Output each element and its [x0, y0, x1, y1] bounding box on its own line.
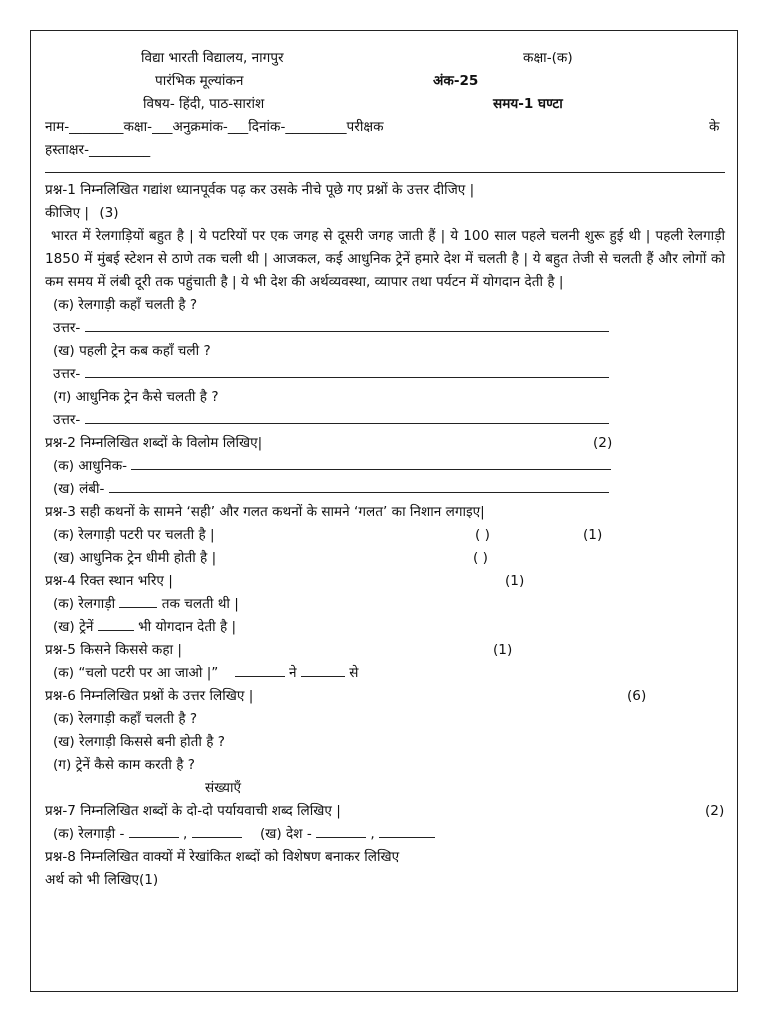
q1-answer-b: [45, 363, 725, 386]
q2-item-a-text: आधुनिक-: [78, 458, 128, 474]
q3-item-a: [45, 524, 725, 547]
header-line-2: [45, 70, 725, 93]
reading-passage: भारत में रेलगाड़ियों बहुत है | ये पटरियों पर एक जगह से दूसरी जगह जाती हैं | ये 100 साल पहले चलनी शुरू हुई थी | पहली रेलगाड़ी 1850 में मुंबई स्टेशन से ठाणे तक चली थी | आजकल, कई आधुनिक ट्रेनें हमारे देश में चलती है | ये बहुत तेजी से चलती हैं और लोगों को कम समय में लंबी दूरी तक पहुंचाती है | ये भी देश की अर्थव्यवस्था, व्यापार तथा पर्यटन में योगदान देती है |: [45, 228, 725, 290]
student-fields: नाम-________कक्षा-___अनुक्रमांक-___दिनांक-_________परीक्षक: [45, 119, 384, 135]
fill-blank[interactable]: [129, 823, 179, 838]
q1-item-a-label: (क): [53, 297, 75, 313]
exam-sheet: [30, 30, 738, 992]
answer-box[interactable]: ( ): [475, 527, 490, 543]
question-2-text: प्रश्न-2 निम्नलिखित शब्दों के विलोम लिखिए|: [45, 435, 263, 451]
q6-item-a: [45, 708, 725, 731]
question-1-cont: [45, 202, 725, 225]
q5-quote: “चलो पटरी पर आ जाओ |”: [78, 665, 219, 681]
fill-blank[interactable]: [301, 662, 345, 677]
q5-item-a: [45, 662, 725, 685]
question-5: [45, 639, 725, 662]
header-line-1: [45, 47, 725, 70]
q6-item-a-text: रेलगाड़ी कहाँ चलती है ?: [78, 711, 198, 727]
question-8: [45, 846, 725, 869]
question-2: [45, 432, 725, 455]
q5-mid: ने: [289, 665, 297, 681]
header-line-4: [45, 116, 725, 139]
question-1-text: प्रश्न-1 निम्नलिखित गद्यांश ध्यानपूर्वक पढ़ कर उसके नीचे पूछे गए प्रश्नों के उत्तर दीजिए |: [45, 182, 475, 198]
question-7-marks: (2): [705, 803, 725, 819]
question-6-text: प्रश्न-6 निम्नलिखित प्रश्नों के उत्तर लिखिए |: [45, 688, 254, 704]
fill-blank[interactable]: [235, 662, 285, 677]
question-4-text: प्रश्न-4 रिक्त स्थान भरिए |: [45, 573, 173, 589]
q1-item-b-text: पहली ट्रेन कब कहाँ चली ?: [79, 343, 211, 359]
q6-item-a-label: (क): [53, 711, 75, 727]
question-7-text: प्रश्न-7 निम्नलिखित शब्दों के दो-दो पर्यायवाची शब्द लिखिए |: [45, 803, 341, 819]
q1-item-c: [45, 386, 725, 409]
question-1-marks: (3): [99, 205, 119, 221]
q6-item-c-label: (ग): [53, 757, 72, 773]
question-8-marks: (1): [138, 872, 159, 888]
q2-item-a: [45, 455, 725, 478]
answer-line[interactable]: [109, 478, 609, 493]
question-5-text: प्रश्न-5 किसने किससे कहा |: [45, 642, 182, 658]
answer-label: उत्तर-: [53, 366, 81, 382]
fill-blank[interactable]: [98, 616, 134, 631]
question-2-marks: (2): [593, 435, 613, 451]
q3-item-b: [45, 547, 725, 570]
total-marks: अंक-25: [433, 73, 479, 89]
q7-b-label: (ख): [259, 826, 282, 842]
q4-item-b-post: भी योगदान देती है |: [138, 619, 237, 635]
question-1: [45, 179, 725, 202]
q7-b-text: देश -: [286, 826, 312, 842]
q3-item-a-label: (क): [53, 527, 75, 543]
question-8-text-cont: अर्थ को भी लिखिए: [45, 872, 139, 888]
question-6-marks: (6): [627, 688, 647, 704]
answer-label: उत्तर-: [53, 320, 81, 336]
answer-line[interactable]: [131, 455, 611, 470]
fill-blank[interactable]: [379, 823, 435, 838]
subject: विषय- हिंदी, पाठ-सारांश: [143, 96, 265, 112]
q2-item-b-text: लंबी-: [79, 481, 105, 497]
q1-item-b-label: (ख): [53, 343, 75, 359]
q2-item-b-label: (ख): [53, 481, 75, 497]
q3-item-b-label: (ख): [53, 550, 75, 566]
q2-item-b: [45, 478, 725, 501]
q3-item-b-text: आधुनिक ट्रेन धीमी होती है |: [79, 550, 217, 566]
examiner-suffix: के: [709, 119, 720, 135]
question-3: [45, 501, 725, 524]
q1-item-a: [45, 294, 725, 317]
q6-footer: [45, 777, 725, 800]
q6-item-b: [45, 731, 725, 754]
time-label: समय-1 घण्टा: [493, 96, 563, 112]
question-7: [45, 800, 725, 823]
fill-blank[interactable]: [119, 593, 157, 608]
q1-item-c-text: आधुनिक ट्रेन कैसे चलती है ?: [75, 389, 219, 405]
q7-a-text: रेलगाड़ी -: [78, 826, 125, 842]
exam-name: पारंभिक मूल्यांकन: [155, 73, 244, 89]
header-line-5: [45, 139, 725, 162]
answer-box[interactable]: ( ): [473, 550, 488, 566]
school-name: विद्या भारती विद्यालय, नागपुर: [141, 50, 284, 66]
q1-item-c-label: (ग): [53, 389, 72, 405]
q6-footer-text: संख्याएँ: [205, 780, 242, 796]
q4-item-b-pre: ट्रेनें: [79, 619, 94, 635]
question-8-cont: [45, 869, 725, 892]
q6-item-b-label: (ख): [53, 734, 75, 750]
q6-item-c: [45, 754, 725, 777]
question-4-marks: (1): [505, 573, 525, 589]
q4-item-b: [45, 616, 725, 639]
header-line-3: [45, 93, 725, 116]
q4-item-a-post: तक चलती थी |: [161, 596, 239, 612]
q4-item-a: [45, 593, 725, 616]
question-3-text: प्रश्न-3 सही कथनों के सामने ‘सही’ और गलत कथनों के सामने ‘गलत’ का निशान लगाइए|: [45, 504, 485, 520]
q1-answer-c: [45, 409, 725, 432]
q5-end: से: [349, 665, 359, 681]
question-4: [45, 570, 725, 593]
q3-item-a-text: रेलगाड़ी पटरी पर चलती है |: [78, 527, 215, 543]
question-6: [45, 685, 725, 708]
question-8-text: प्रश्न-8 निम्नलिखित वाक्यों में रेखांकित शब्दों को विशेषण बनाकर लिखिए: [45, 849, 400, 865]
answer-line[interactable]: [85, 317, 609, 332]
question-5-marks: (1): [493, 642, 513, 658]
fill-blank[interactable]: [316, 823, 366, 838]
question-1-text-cont: कीजिए |: [45, 205, 89, 221]
q1-item-b: [45, 340, 725, 363]
q6-item-b-text: रेलगाड़ी किससे बनी होती है ?: [79, 734, 226, 750]
q2-item-a-label: (क): [53, 458, 75, 474]
q4-item-a-label: (क): [53, 596, 75, 612]
sheet-content: [45, 47, 725, 892]
q4-item-a-pre: रेलगाड़ी: [78, 596, 116, 612]
q7-a-label: (क): [53, 826, 75, 842]
header-divider: [45, 172, 725, 173]
q4-item-b-label: (ख): [53, 619, 75, 635]
q7-items: (क) रेलगाड़ी - , (ख) देश - ,: [45, 823, 725, 846]
q6-item-c-text: ट्रेनें कैसे काम करती है ?: [75, 757, 196, 773]
q1-item-a-text: रेलगाड़ी कहाँ चलती है ?: [78, 297, 198, 313]
answer-line[interactable]: [85, 409, 609, 424]
q5-item-label: (क): [53, 665, 75, 681]
fill-blank[interactable]: [192, 823, 242, 838]
q1-answer-a: [45, 317, 725, 340]
q3-marks: (1): [583, 527, 603, 543]
signature-field: हस्ताक्षर-_________: [45, 142, 151, 158]
class-label: कक्षा-(क): [523, 50, 573, 66]
answer-line[interactable]: [85, 363, 609, 378]
answer-label: उत्तर-: [53, 412, 81, 428]
